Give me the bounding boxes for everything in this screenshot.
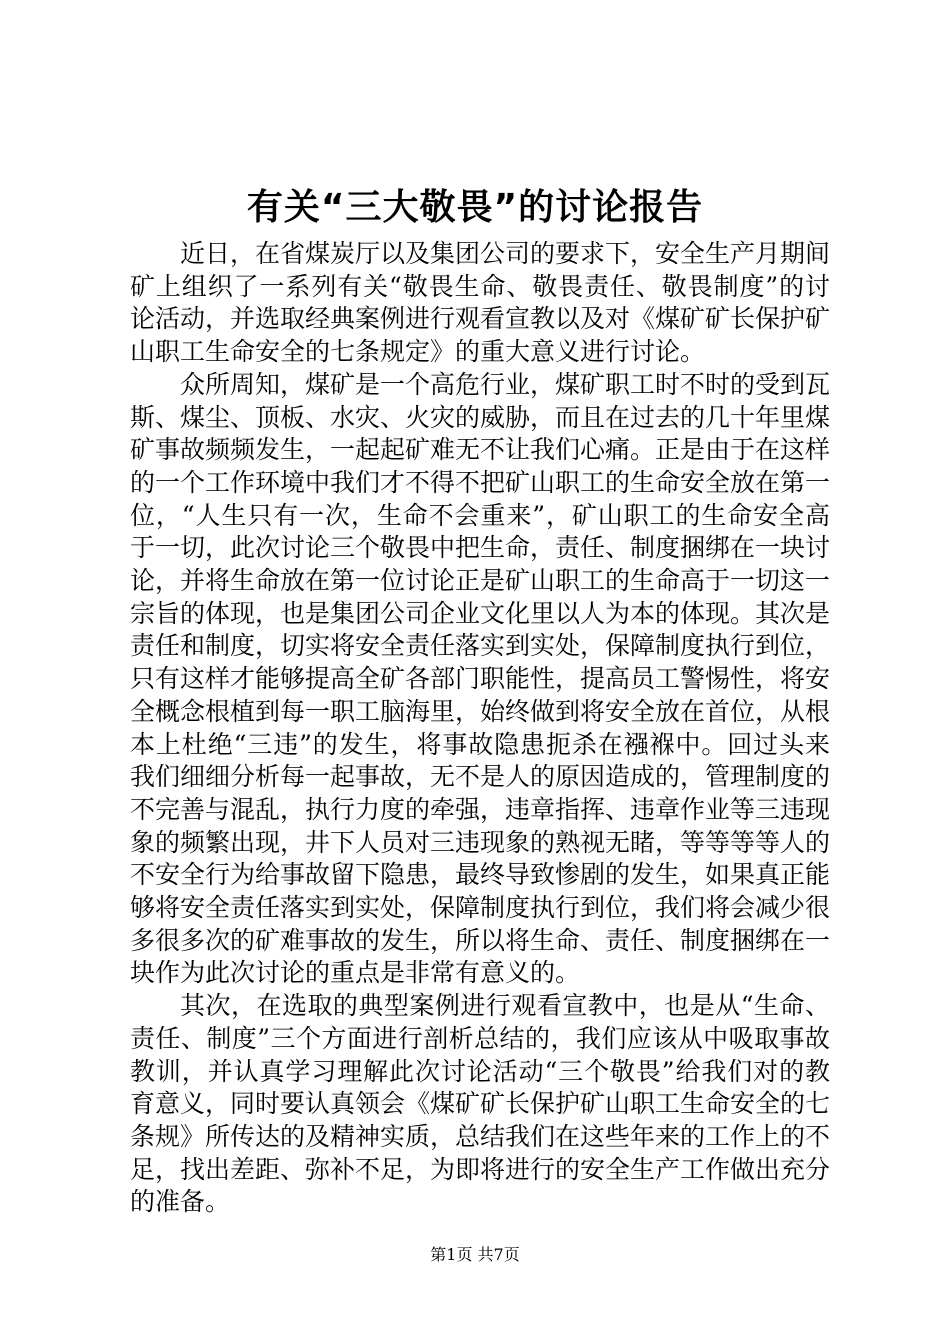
document-title: 有关“三大敬畏”的讨论报告: [246, 187, 704, 228]
paragraph-3: 其次，在选取的典型案例进行观看宣教中，也是从“生命、责任、制度”三个方面进行剖析总结的，我们应该从中吸取事故教训，并认真学习理解此次讨论活动“三个敬畏”给我们对的教育意义，同时要认真领会《煤矿矿长保护矿山职工生命安全的七条规》所传达的及精神实质，总结我们在这些年来的工作上的不足，找出差距、弥补不足，为即将进行的安全生产工作做出充分的准备。: [130, 991, 831, 1217]
document-body: [130, 238, 830, 1219]
page-footer: 第1页 共7页: [430, 1245, 520, 1264]
paragraph-2: 众所周知，煤矿是一个高危行业，煤矿职工时不时的受到瓦斯、煤尘、顶板、水灾、火灾的威胁，而且在过去的几十年里煤矿事故频频发生，一起起矿难无不让我们心痛。正是由于在这样的一个工作环境中我们才不得不把矿山职工的生命安全放在第一位，“人生只有一次，生命不会重来”，矿山职工的生命安全高于一切，此次讨论三个敬畏中把生命，责任、制度捆绑在一块讨论，并将生命放在第一位讨论正是矿山职工的生命高于一切这一宗旨的体现，也是集团公司企业文化里以人为本的体现。其次是责任和制度，切实将安全责任落实到实处，保障制度执行到位，只有这样才能够提高全矿各部门职能性，提高员工警惕性，将安全概念根植到每一职工脑海里，始终做到将安全放在首位，从根本上杜绝“三违”的发生，将事故隐患扼杀在襁褓中。回过头来我们细细分析每一起事故，无不是人的原因造成的，管理制度的不完善与混乱，执行力度的牵强，违章指挥、违章作业等三违现象的频繁出现，井下人员对三违现象的熟视无睹，等等等等人的不安全行为给事故留下隐患，最终导致惨剧的发生，如果真正能够将安全责任落实到实处，保障制度执行到位，我们将会减少很多很多次的矿难事故的发生，所以将生命、责任、制度捆绑在一块作为此次讨论的重点是非常有意义的。: [130, 369, 831, 988]
paragraph-1: 近日，在省煤炭厅以及集团公司的要求下，安全生产月期间矿上组织了一系列有关“敬畏生命、敬畏责任、敬畏制度”的讨论活动，并选取经典案例进行观看宣教以及对《煤矿矿长保护矿山职工生命安全的七条规定》的重大意义进行讨论。: [130, 239, 831, 367]
